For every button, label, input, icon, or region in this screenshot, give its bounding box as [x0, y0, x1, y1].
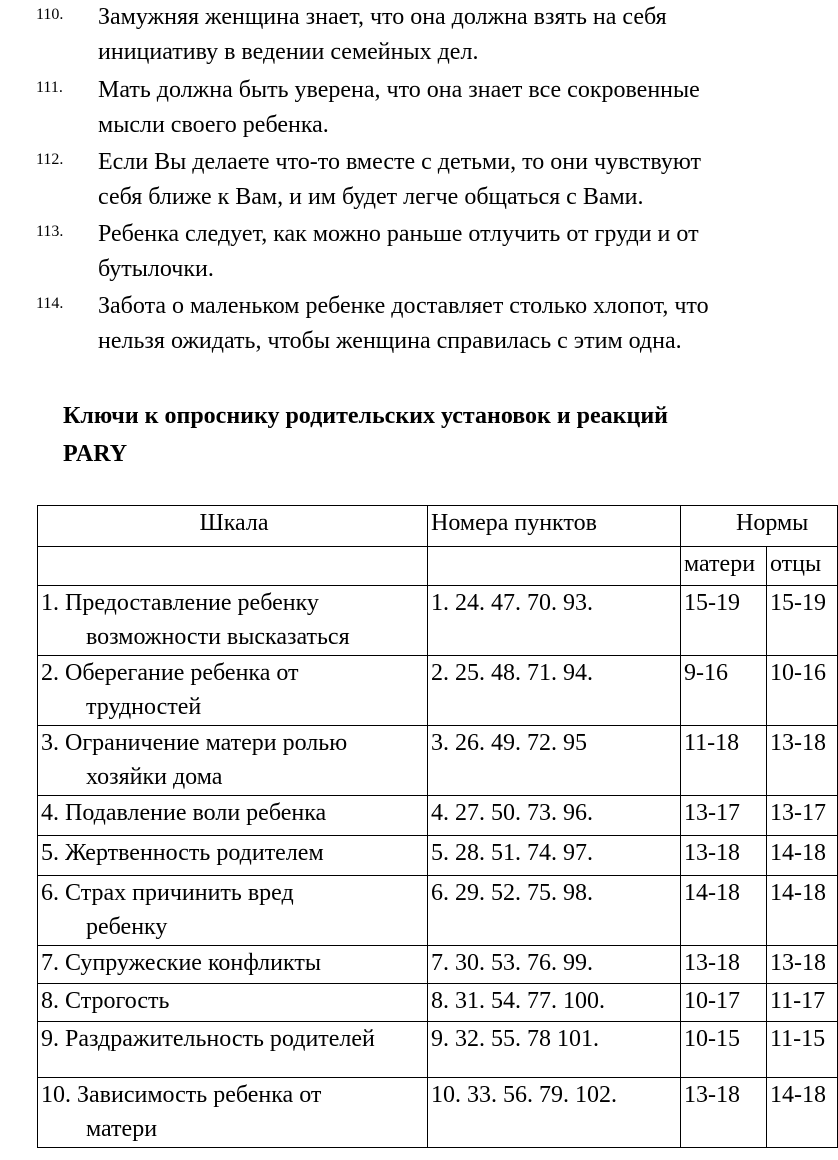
cell-norm-father: 14-18 — [767, 1078, 838, 1148]
cell-norm-mother: 13-18 — [681, 1078, 767, 1148]
cell-norm-mother: 10-15 — [681, 1022, 767, 1078]
header-scale: Шкала — [38, 506, 428, 547]
scale-name: 2. Оберегание ребенка от — [41, 660, 299, 686]
table-row — [38, 876, 838, 946]
cell-norm-mother: 9-16 — [681, 656, 767, 726]
cell-scale — [38, 796, 428, 836]
scale-name-continuation: трудностей — [86, 694, 202, 720]
cell-scale — [38, 984, 428, 1022]
question-text-line: Забота о маленьком ребенке доставляет столько хлопот, что — [98, 293, 709, 319]
subheader-mother: матери — [681, 547, 767, 586]
cell-scale — [38, 586, 428, 656]
section-heading-line: PARY — [63, 441, 128, 467]
scale-name: 1. Предоставление ребенку — [41, 590, 319, 616]
cell-scale — [38, 726, 428, 796]
cell-items: 5. 28. 51. 74. 97. — [428, 836, 681, 876]
cell-norm-father: 13-17 — [767, 796, 838, 836]
cell-norm-mother: 13-18 — [681, 946, 767, 984]
table-row — [38, 946, 838, 984]
cell-items: 1. 24. 47. 70. 93. — [428, 586, 681, 656]
cell-norm-father: 11-17 — [767, 984, 838, 1022]
question-text — [98, 217, 838, 287]
cell-items: 6. 29. 52. 75. 98. — [428, 876, 681, 946]
scale-name-continuation: хозяйки дома — [86, 764, 223, 790]
table-subheader-row — [38, 547, 838, 586]
cell-items: 7. 30. 53. 76. 99. — [428, 946, 681, 984]
cell-norm-father: 11-15 — [767, 1022, 838, 1078]
table-row — [38, 726, 838, 796]
scale-name: 5. Жертвенность родителем — [41, 840, 324, 866]
header-norms — [681, 506, 838, 547]
cell-scale — [38, 1022, 428, 1078]
scale-name: 3. Ограничение матери ролью — [41, 730, 348, 756]
question-text — [98, 289, 838, 359]
cell-norm-father: 10-16 — [767, 656, 838, 726]
subheader-empty — [428, 547, 681, 586]
question-text-line: Ребенка следует, как можно раньше отлучить от груди и от — [98, 221, 699, 247]
question-number: 111. — [36, 79, 63, 96]
question-text-line: Если Вы делаете что-то вместе с детьми, то они чувствуют — [98, 149, 701, 175]
cell-items: 9. 32. 55. 78 101. — [428, 1022, 681, 1078]
question-text-line: бутылочки. — [98, 256, 214, 282]
cell-items: 3. 26. 49. 72. 95 — [428, 726, 681, 796]
table-row — [38, 586, 838, 656]
scale-name-continuation: матери — [86, 1116, 158, 1142]
question-text — [98, 0, 838, 70]
question-number: 112. — [36, 151, 64, 168]
scale-name: 9. Раздражительность родителей — [41, 1026, 375, 1052]
cell-norm-mother: 13-18 — [681, 836, 767, 876]
scale-name: 8. Строгость — [41, 988, 170, 1014]
cell-norm-mother: 10-17 — [681, 984, 767, 1022]
question-text-line: Замужняя женщина знает, что она должна взять на себя — [98, 4, 667, 30]
cell-scale — [38, 836, 428, 876]
cell-norm-father: 13-18 — [767, 726, 838, 796]
cell-scale — [38, 946, 428, 984]
cell-norm-father: 15-19 — [767, 586, 838, 656]
scale-name: 6. Страх причинить вред — [41, 880, 294, 906]
table-row — [38, 796, 838, 836]
subheader-father: отцы — [767, 547, 838, 586]
subheader-empty — [38, 547, 428, 586]
keys-table — [37, 505, 838, 1148]
table-row — [38, 1078, 838, 1148]
question-number: 110. — [36, 6, 64, 23]
table-body — [38, 586, 838, 1148]
scale-name: 4. Подавление воли ребенка — [41, 800, 327, 826]
cell-scale — [38, 876, 428, 946]
scale-name-continuation: возможности высказаться — [86, 624, 350, 650]
cell-items: 4. 27. 50. 73. 96. — [428, 796, 681, 836]
question-text — [98, 73, 838, 143]
table-header-row — [38, 506, 838, 547]
table-row — [38, 656, 838, 726]
cell-scale — [38, 656, 428, 726]
header-norms-label: Нормы — [736, 510, 809, 536]
question-text-line: нельзя ожидать, чтобы женщина справилась с этим одна. — [98, 328, 682, 354]
table-row — [38, 1022, 838, 1078]
question-text-line: Мать должна быть уверена, что она знает все сокровенные — [98, 77, 700, 103]
question-number: 114. — [36, 295, 64, 312]
scale-name-continuation: ребенку — [86, 914, 168, 940]
question-text-line: себя ближе к Вам, и им будет легче общаться с Вами. — [98, 184, 644, 210]
question-number: 113. — [36, 223, 64, 240]
cell-norm-father: 14-18 — [767, 876, 838, 946]
cell-norm-mother: 15-19 — [681, 586, 767, 656]
cell-items: 2. 25. 48. 71. 94. — [428, 656, 681, 726]
question-text — [98, 145, 838, 215]
cell-scale — [38, 1078, 428, 1148]
cell-norm-father: 14-18 — [767, 836, 838, 876]
cell-norm-father: 13-18 — [767, 946, 838, 984]
table-row — [38, 984, 838, 1022]
scale-name: 10. Зависимость ребенка от — [41, 1082, 322, 1108]
cell-norm-mother: 13-17 — [681, 796, 767, 836]
cell-norm-mother: 11-18 — [681, 726, 767, 796]
header-items: Номера пунктов — [428, 506, 681, 547]
question-text-line: инициативу в ведении семейных дел. — [98, 39, 479, 65]
cell-norm-mother: 14-18 — [681, 876, 767, 946]
cell-items: 8. 31. 54. 77. 100. — [428, 984, 681, 1022]
table-row — [38, 836, 838, 876]
question-text-line: мысли своего ребенка. — [98, 112, 329, 138]
cell-items: 10. 33. 56. 79. 102. — [428, 1078, 681, 1148]
section-heading-line: Ключи к опроснику родительских установок и реакций — [63, 403, 668, 429]
section-heading — [63, 397, 668, 473]
scale-name: 7. Супружеские конфликты — [41, 950, 321, 976]
